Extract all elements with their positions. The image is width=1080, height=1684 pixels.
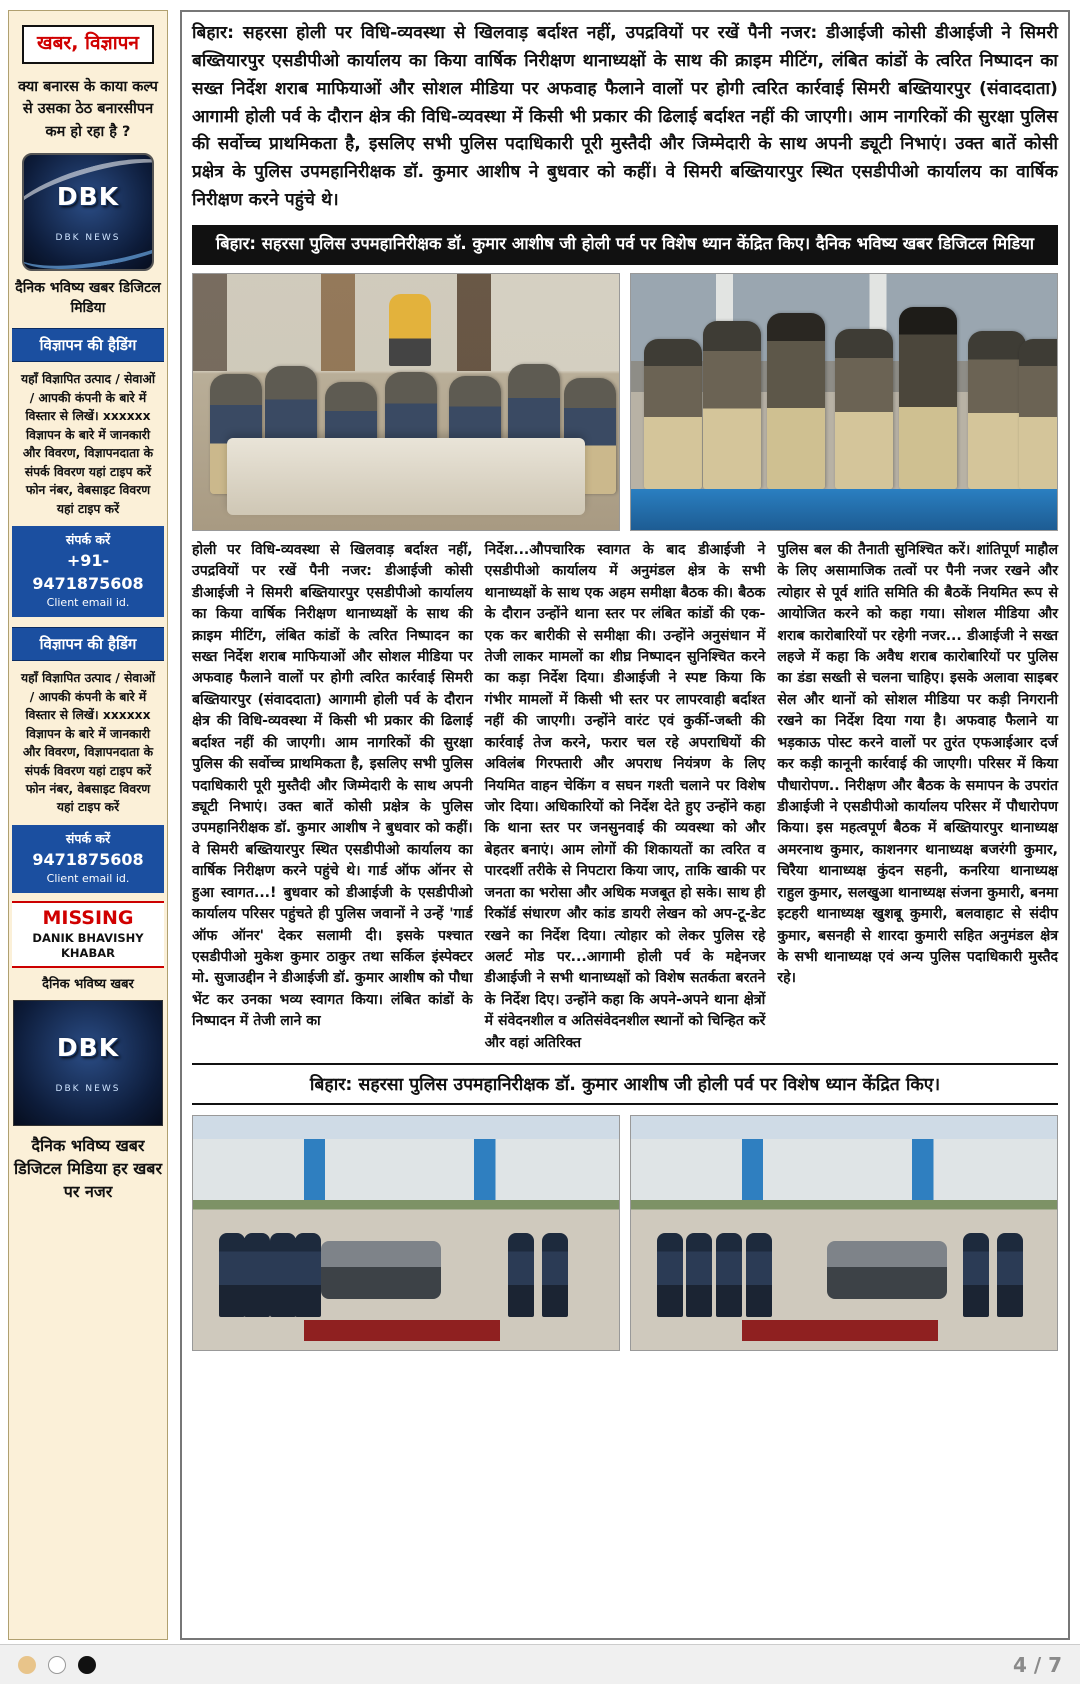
photo-vehicle	[321, 1241, 441, 1299]
photo-guard	[997, 1233, 1023, 1317]
logo-bottom-sub-text: DBK NEWS	[55, 1083, 121, 1094]
ad-contact-2	[12, 825, 164, 893]
logo-caption: दैनिक भविष्य खबर डिजिटल मिडिया	[15, 280, 161, 316]
photo-guard	[963, 1233, 989, 1317]
photo-building	[193, 1139, 619, 1200]
contact-email-2: Client email id.	[46, 872, 130, 886]
photo-officer	[835, 329, 893, 489]
article-body	[180, 10, 1070, 1640]
advertisement-sidebar	[8, 10, 168, 1640]
photo-vehicle	[827, 1241, 947, 1299]
photo-building	[631, 1139, 1057, 1200]
photo-red-carpet	[742, 1320, 938, 1341]
logo-sub-text: DBK NEWS	[55, 232, 121, 243]
contact-label-1: संपर्क करें	[65, 531, 111, 547]
article-column-3: पुलिस बल की तैनाती सुनिश्चित करें। शांतिपूर्ण माहौल के लिए असामाजिक तत्वों पर पैनी नजर रखने और त्योहार से पूर्व शांति समिति की बैठकें नियमित रूप से आयोजित करने को कहा गया। सोशल मीडिया और शराब कारोबारियों पर रहेगी नजर... डीआईजी ने सख्त लहजे में कहा कि अवैध शराब कारोबारियों पर पुलिस का डंडा सख्ती से चलना चाहिए। इसके अलावा साइबर सेल और थानों को सोशल मीडिया पर कड़ी निगरानी रखने का निर्देश दिया गया है। अफवाह फैलाने या भड़काऊ पोस्ट करने वालों पर तुरंत एफआईआर दर्ज कर कड़ी कानूनी कार्रवाई की जाएगी। परिसर में किया पौधारोपण.. निरीक्षण और बैठक के समापन के उपरांत डीआईजी ने एसडीपीओ कार्यालय परिसर में पौधारोपण किया। इस महत्वपूर्ण बैठक में बख्तियारपुर थानाध्यक्ष अमरनाथ कुमार, काशनगर थानाध्यक्ष बजरंगी कुमार, चिरैया थानाध्यक्ष कुंदन सहनी, कनरिया थानाध्यक्ष राहुल कुमार, सलखुआ थानाध्यक्ष संजना कुमारी, बनमा इटहरी थानाध्यक्ष खुशबू कुमारी, बलवाहाट से संदीप कुमार, बसनही से शारदा कुमारी सहित अनुमंडल क्षेत्र के सभी थानाध्यक्ष एवं अन्य पुलिस पदाधिकारी मुस्तैद रहे।	[777, 541, 1059, 987]
ad-bar-2: विज्ञापन की हैडिंग	[12, 627, 164, 661]
photo-officer	[767, 313, 825, 489]
photo-crime-meeting	[192, 273, 620, 531]
photo-guard	[542, 1233, 568, 1317]
dbk-news-logo	[22, 153, 154, 271]
page-number: 4 / 7	[1012, 1652, 1062, 1677]
article-column-1: होली पर विधि-व्यवस्था से खिलवाड़ बर्दाश्त नहीं, उपद्रवियों पर रखें पैनी नजर: डीआईजी कोसी डीआईजी ने सिमरी बख्तियारपुर एसडीपीओ कार्यालय का किया वार्षिक निरीक्षण थानाध्यक्षों के साथ की क्राइम मीटिंग, लंबित कांडों के त्वरित निष्पादन का सख्त निर्देश शराब माफियाओं और सोशल मीडिया पर अफवाह फैलाने वालों पर होगी त्वरित कार्रवाई सिमरी बख्तियारपुर (संवाददाता) आगामी होली पर्व के दौरान क्षेत्र की विधि-व्यवस्था में किसी भी प्रकार की ढिलाई बर्दाश्त नहीं की जाएगी। आम नागरिकों की सुरक्षा पुलिस की सर्वोच्च प्राथमिकता है, इसलिए सभी पुलिस पदाधिकारी पूरी मुस्तैदी और जिम्मेदारी के साथ अपनी ड्यूटी निभाएं। उक्त बातें कोसी प्रक्षेत्र के पुलिस उपमहानिरीक्षक डॉ. कुमार आशीष ने बुधवार को कहीं। वे सिमरी बख्तियारपुर स्थित एसडीपीओ कार्यालय का वार्षिक निरीक्षण करने पहुंचे थे। गार्ड ऑफ ऑनर से हुआ स्वागत...! बुधवार को डीआईजी के एसडीपीओ कार्यालय परिसर पहुंचते ही पुलिस जवानों ने उन्हें 'गार्ड ऑफ ऑनर' देकर सलामी दी। इसके पश्चात एसडीपीओ मुकेश कुमार ठाकुर तथा सर्किल इंस्पेक्टर मो. सुजाउद्दीन ने डीआईजी डॉ. कुमार आशीष को पौधा भेंट कर उनका भव्य स्वागत किया। लंबित कांडों के निष्पादन में तेजी लाने का	[192, 541, 473, 1030]
contact-phone-2[interactable]: 9471875608	[32, 850, 144, 870]
photo-red-carpet	[304, 1320, 500, 1341]
photo-guard	[746, 1233, 772, 1317]
photo-guard	[686, 1233, 712, 1317]
photo-officer	[899, 307, 957, 489]
dot-indicator-2[interactable]	[48, 1656, 66, 1674]
photo-guard	[508, 1233, 534, 1317]
photo-guard	[657, 1233, 683, 1317]
ad-contact-1	[12, 526, 164, 617]
article-columns	[192, 540, 1058, 1054]
photo-blue-wall	[631, 489, 1057, 530]
photo-officers-walking	[630, 273, 1058, 531]
article-column-2: निर्देश...औपचारिक स्वागत के बाद डीआईजी ने एसडीपीओ कार्यालय में अनुमंडल क्षेत्र के सभी थानाध्यक्षों के साथ एक अहम समीक्षा बैठक की। बैठक के दौरान उन्होंने थाना स्तर पर लंबित कांडों की एक-एक कर बारीकी से समीक्षा की। उन्होंने अनुसंधान में तेजी लाकर मामलों का शीघ्र निष्पादन सुनिश्चित करने का कड़ा निर्देश दिया। डीआईजी ने स्पष्ट किया कि गंभीर मामलों में किसी भी स्तर पर लापरवाही बर्दाश्त नहीं की जाएगी। उन्होंने वारंट एवं कुर्की-जब्ती की कार्रवाई तेज करने, फरार चल रहे अपराधियों की अविलंब गिरफ्तारी और अपराध नियंत्रण के लिए नियमित वाहन चेकिंग व सघन गश्ती चलाने पर विशेष जोर दिया। अधिकारियों को निर्देश देते हुए उन्होंने कहा कि थाना स्तर पर जनसुनवाई की व्यवस्था को और बेहतर बनाएं। आम लोगों की शिकायतों का त्वरित व पारदर्शी तरीके से निपटारा किया जाए, ताकि खाकी पर जनता का भरोसा और अधिक मजबूत हो सके। साथ ही रिकॉर्ड संधारण और कांड डायरी लेखन को अप-टू-डेट रखने का निर्देश दिया। त्योहार को लेकर पुलिस रहे अलर्ट मोड पर...आगामी होली पर्व के मद्देनजर डीआईजी ने सभी थानाध्यक्षों को विशेष सतर्कता बरतने के निर्देश दिए। उन्होंने कहा कि अपने-अपने थाना क्षेत्रों में संवेदनशील व अतिसंवेदनशील स्थानों को चिन्हित करें और वहां अतिरिक्त	[484, 541, 766, 1051]
photo-guard-of-honour-1	[192, 1115, 620, 1351]
contact-email-1: Client email id.	[46, 596, 130, 610]
ad-header-banner: खबर, विज्ञापन	[22, 25, 154, 64]
photo-officer	[968, 331, 1026, 489]
dot-indicator-3[interactable]	[78, 1656, 96, 1674]
photo-guard	[244, 1233, 270, 1317]
photo-row-bottom	[192, 1115, 1058, 1351]
photo-meeting-table	[227, 438, 585, 515]
photo-row-top	[192, 273, 1058, 531]
dot-indicator-1[interactable]	[18, 1656, 36, 1674]
photo-officer	[703, 321, 761, 489]
photo-person-yellow	[389, 294, 431, 366]
ad-bar-1: विज्ञापन की हैडिंग	[12, 328, 164, 362]
ad-body-1: यहाँ विज्ञापित उत्पाद / सेवाओं / आपकी कंपनी के बारे में विस्तार से लिखें। xxxxxx विज्ञापन के बारे में जानकारी और विवरण, विज्ञापनदाता के संपर्क विवरण यहां टाइप करें फोन नंबर, वेबसाइट विवरण यहां टाइप करें	[20, 372, 156, 516]
missing-title: MISSING	[42, 907, 134, 930]
photo-officer	[1019, 339, 1058, 489]
photo-guard	[219, 1233, 245, 1317]
article-lead-paragraph: बिहार: सहरसा होली पर विधि-व्यवस्था से खिलवाड़ बर्दाश्त नहीं, उपद्रवियों पर रखें पैनी नजर: डीआईजी कोसी डीआईजी ने सिमरी बख्तियारपुर एसडीपीओ कार्यालय का किया वार्षिक निरीक्षण थानाध्यक्षों के साथ की क्राइम मीटिंग, लंबित कांडों के त्वरित निष्पादन का सख्त निर्देश शराब माफियाओं और सोशल मीडिया पर अफवाह फैलाने वालों पर होगी त्वरित कार्रवाई सिमरी बख्तियारपुर (संवाददाता) आगामी होली पर्व के दौरान क्षेत्र की विधि-व्यवस्था में किसी भी प्रकार की ढिलाई बर्दाश्त नहीं की जाएगी। आम नागरिकों की सुरक्षा पुलिस की सर्वोच्च प्राथमिकता है, इसलिए सभी पुलिस पदाधिकारी पूरी मुस्तैदी और जिम्मेदारी के साथ अपनी ड्यूटी निभाएं। उक्त बातें कोसी प्रक्षेत्र के पुलिस उपमहानिरीक्षक डॉ. कुमार आशीष ने बुधवार को कहीं। वे सिमरी बख्तियारपुर स्थित एसडीपीओ कार्यालय का वार्षिक निरीक्षण करने पहुंचे थे।	[192, 23, 1058, 211]
article-caption-band-2: बिहार: सहरसा पुलिस उपमहानिरीक्षक डॉ. कुमार आशीष जी होली पर्व पर विशेष ध्यान केंद्रित किए।	[192, 1063, 1058, 1105]
missing-subtitle: DANIK BHAVISHY KHABAR	[32, 931, 144, 961]
missing-hindi-label: दैनिक भविष्य खबर	[42, 977, 134, 993]
contact-phone-1[interactable]: +91-9471875608	[32, 551, 144, 594]
dbk-news-logo-bottom	[13, 1000, 163, 1126]
ad-body-2: यहाँ विज्ञापित उत्पाद / सेवाओं / आपकी कंपनी के बारे में विस्तार से लिखें। xxxxxx विज्ञापन के बारे में जानकारी और विवरण, विज्ञापनदाता के संपर्क विवरण यहां टाइप करें फोन नंबर, वेबसाइट विवरण यहां टाइप करें	[20, 671, 156, 815]
contact-label-2: संपर्क करें	[65, 830, 111, 846]
photo-guard	[270, 1233, 296, 1317]
photo-guard	[295, 1233, 321, 1317]
bottom-tagline: दैनिक भविष्य खबर डिजिटल मिडिया हर खबर पर नजर	[14, 1136, 162, 1202]
page-indicator-dots[interactable]	[18, 1656, 96, 1674]
logo-main-text: DBK	[56, 181, 120, 211]
missing-notice	[12, 901, 164, 968]
photo-guard	[716, 1233, 742, 1317]
photo-officer	[644, 339, 702, 489]
logo-bottom-main-text: DBK	[56, 1032, 120, 1062]
page-footer	[0, 1644, 1080, 1684]
photo-guard-of-honour-2	[630, 1115, 1058, 1351]
ad-tagline: क्या बनारस के काया कल्प से उसका ठेठ बनारसीपन कम हो रहा है ?	[18, 78, 158, 140]
article-caption-band-1: बिहार: सहरसा पुलिस उपमहानिरीक्षक डॉ. कुमार आशीष जी होली पर्व पर विशेष ध्यान केंद्रित किए। दैनिक भविष्य खबर डिजिटल मिडिया	[192, 225, 1058, 265]
